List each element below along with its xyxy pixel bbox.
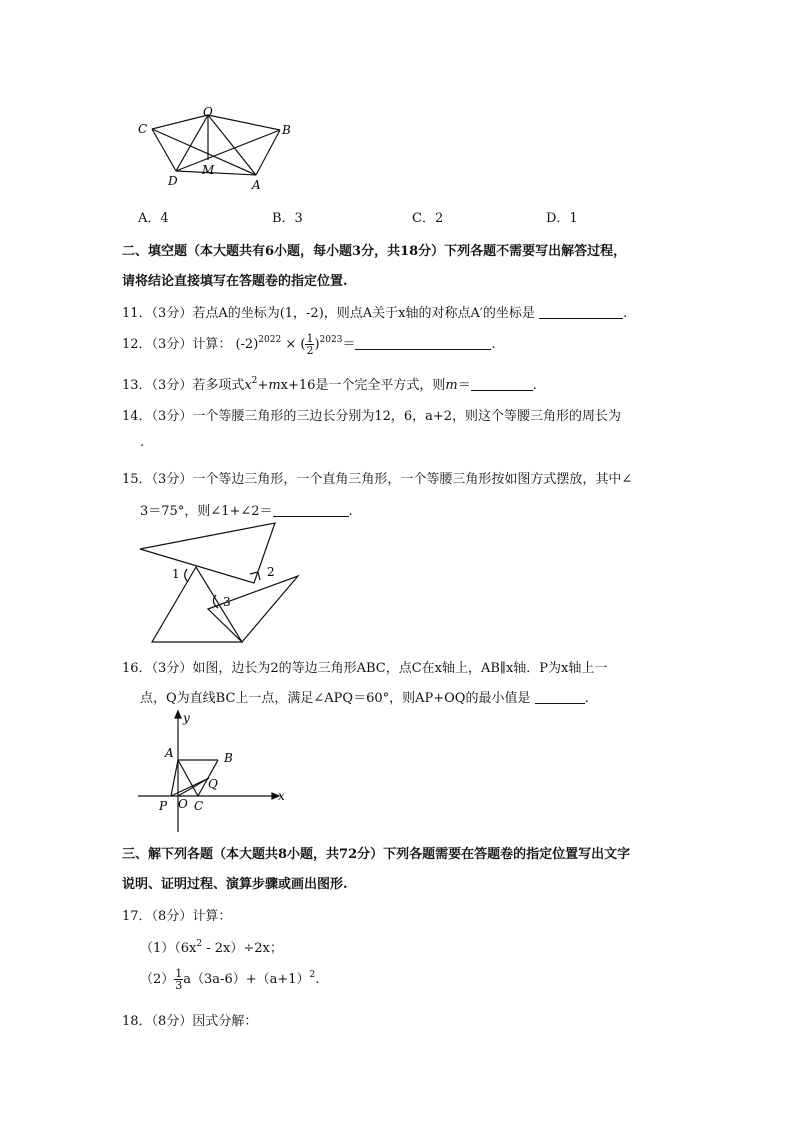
section3-heading-line2: 说明、证明过程、演算步骤或画出图形. [122,877,348,892]
question-11 [122,302,627,321]
label-D: D [168,174,178,188]
q12-fraction: $\frac{1}{2}$ [306,332,314,357]
question-14-line1: 14．（3分）一个等腰三角形的三边长分别为12，6，a+2，则这个等腰三角形的周长为 [122,409,622,424]
angle-2-label: 2 [267,565,275,579]
q13-eq: ＝ [457,378,471,393]
q13-plus: + [257,378,269,393]
section2-heading-line2: 请将结论直接填写在答题卷的指定位置. [122,274,348,289]
label-A: A [165,746,174,760]
q13-rest: x+16是一个完全平方式，则 [280,378,446,393]
q13-sq: 2 [251,376,258,386]
q17-p1-b: - 2x）÷2x； [202,941,283,956]
label-Q: Q [208,777,218,791]
angle-1-label: 1 [172,567,180,581]
axis-y-label: y [183,711,190,725]
label-P: P [159,799,168,813]
question-13 [122,374,537,393]
q12-answer-blank [355,337,491,350]
question-12 [122,333,496,356]
option-d: D．1 [546,211,578,226]
option-a: A．4 [138,211,169,226]
q11-text: 11．（3分）若点A的坐标为(1，-2)，则点A关于x轴的对称点A′的坐标是 [122,306,535,321]
q15-answer-blank [273,504,349,517]
q12-prefix: 12．（3分）计算： [122,337,232,352]
question-14-line2: . [140,435,145,450]
q12-close: ) [314,337,320,352]
label-B: B [224,751,233,765]
q17-p2-sq: 2 [309,970,316,980]
q12-times: × [285,337,297,352]
label-C: C [194,799,204,813]
q12-exp2: 2023 [319,335,343,345]
label-B: B [282,123,291,137]
figure-q16 [134,710,294,834]
question-16-line1: 16．（3分）如图，边长为2的等边三角形ABC，点C在x轴上，AB∥x轴．P为x轴上一 [122,661,608,676]
label-A: A [252,178,261,192]
q12-end: . [491,337,496,352]
q11-answer-blank [539,306,623,319]
q12-base1: (-2) [235,337,259,352]
question-17-part1 [140,937,283,956]
axis-x-label: x [278,789,285,803]
q17-p1-sq: 2 [196,939,203,949]
q13-prefix: 13．（3分）若多项式 [122,378,245,393]
figure-q10 [130,100,310,195]
q17-p2-c: . [315,972,320,987]
label-O: O [203,105,213,119]
q17-p2-b: a（3a-6）+（a+1） [183,972,310,987]
q17-p1-a: （1）（6x [140,941,197,956]
q12-open: ( [300,337,306,352]
label-M: M [202,163,215,177]
question-17-part2 [140,968,319,991]
q12-exp1: 2022 [258,335,282,345]
q11-end: . [622,306,628,321]
question-18-title: 18．（8分）因式分解： [122,1014,258,1029]
label-O: O [178,797,188,811]
q16-line2-text: 点，Q为直线BC上一点，满足∠APQ＝60°，则AP+OQ的最小值是 [140,691,531,706]
section3-heading-line1: 三、解下列各题（本大题共8小题，共72分）下列各题需要在答题卷的指定位置写出文字 [122,847,631,862]
label-C: C [138,122,148,136]
q13-m2: m [445,378,458,393]
question-16-line2 [140,687,589,706]
q15-end: . [348,504,353,519]
question-15-line2 [140,500,353,519]
q17-p2-a: （2） [140,972,175,987]
q13-x: x [244,378,252,393]
q17-fraction: $\frac{1}{3}$ [175,967,183,992]
q12-eq: ＝ [342,337,356,352]
option-b: B．3 [272,211,303,226]
q16-answer-blank [535,691,585,704]
section2-heading-line1: 二、填空题（本大题共有6小题，每小题3分，共18分）下列各题不需要写出解答过程， [122,244,627,259]
angle-3-label: 3 [223,595,231,609]
q13-m: m [268,378,281,393]
q13-answer-blank [471,378,533,391]
q13-end: . [532,378,537,393]
q16-end: . [584,691,589,706]
question-15-line1: 15．（3分）一个等边三角形，一个直角三角形，一个等腰三角形按如图方式摆放，其中∠ [122,472,633,487]
option-c: C．2 [412,211,444,226]
question-17-title: 17．（8分）计算： [122,909,232,924]
q15-line2-text: 3＝75°，则∠1+∠2＝ [140,504,273,519]
figure-q15 [136,522,306,647]
